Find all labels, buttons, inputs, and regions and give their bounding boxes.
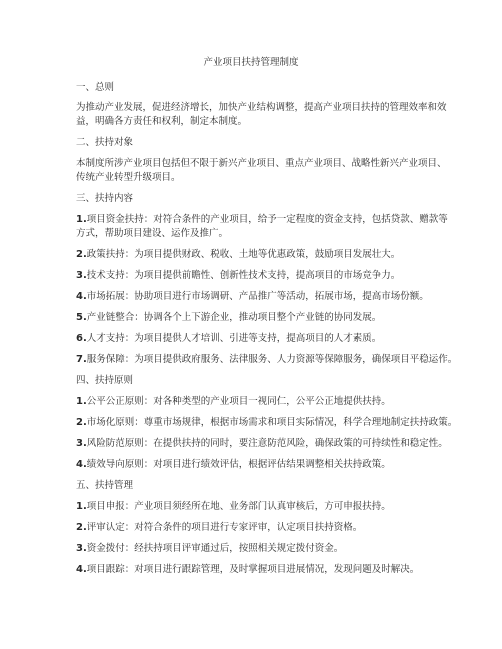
- list-item: 2.政策扶持：为项目提供财政、税收、土地等优惠政策，鼓励项目发展壮大。: [76, 249, 401, 260]
- list-item: 5.产业链整合：协调各个上下游企业，推动项目整个产业链的协同发展。: [76, 312, 382, 323]
- list-item: 6.人才支持：为项目提供人才培训、引进等支持，提高项目的人才素质。: [76, 333, 382, 344]
- paragraph-line: 传统产业转型升级项目。: [76, 172, 181, 183]
- list-item: 1.项目申报：产业项目须经所在地、业务部门认真审核后，方可申报扶持。: [76, 501, 391, 512]
- list-item: 4.项目跟踪：对项目进行跟踪管理，及时掌握项目进展情况，发现问题及时解决。: [76, 564, 420, 575]
- list-item: 2.评审认定：对符合条件的项目进行专家评审，认定项目扶持资格。: [76, 522, 363, 533]
- list-item-continuation: 方式，帮助项目建设、运作及推广。: [76, 228, 229, 239]
- section-heading-targets: 二、扶持对象: [76, 137, 134, 148]
- paragraph-line: 益，明确各方责任和权利，制定本制度。: [76, 116, 248, 127]
- section-heading-content: 三、扶持内容: [76, 193, 134, 204]
- list-item: 3.资金拨付：经扶持项目评审通过后，按照相关规定拨付资金。: [76, 543, 344, 554]
- list-item: 3.风险防范原则：在提供扶持的同时，要注意防范风险，确保政策的可持续性和稳定性。: [76, 438, 448, 449]
- list-item: 3.技术支持：为项目提供前瞻性、创新性技术支持，提高项目的市场竞争力。: [76, 270, 401, 281]
- document-title: 产业项目扶持管理制度: [203, 57, 299, 68]
- list-item: 4.市场拓展：协助项目进行市场调研、产品推广等活动，拓展市场，提高市场份额。: [76, 291, 429, 302]
- section-heading-management: 五、扶持管理: [76, 480, 134, 491]
- list-item: 4.绩效导向原则：对项目进行绩效评估，根据评估结果调整相关扶持政策。: [76, 459, 391, 470]
- section-heading-general: 一、总则: [76, 82, 115, 93]
- list-item: 1.公平公正原则：对各种类型的产业项目一视同仁，公平公正地提供扶持。: [76, 396, 391, 407]
- paragraph-line: 为推动产业发展，促进经济增长，加快产业结构调整，提高产业项目扶持的管理效率和效: [76, 102, 447, 113]
- list-item: 7.服务保障：为项目提供政府服务、法律服务、人力资源等保障服务，确保项目平稳运作。: [76, 354, 458, 365]
- list-item: 1.项目资金扶持：对符合条件的产业项目，给予一定程度的资金支持，包括贷款、赠款等: [76, 214, 448, 225]
- list-item: 2.市场化原则：尊重市场规律，根据市场需求和项目实际情况，科学合理地制定扶持政策。: [76, 417, 458, 428]
- paragraph-line: 本制度所涉产业项目包括但不限于新兴产业项目、重点产业项目、战略性新兴产业项目、: [76, 158, 447, 169]
- section-heading-principles: 四、扶持原则: [76, 375, 134, 386]
